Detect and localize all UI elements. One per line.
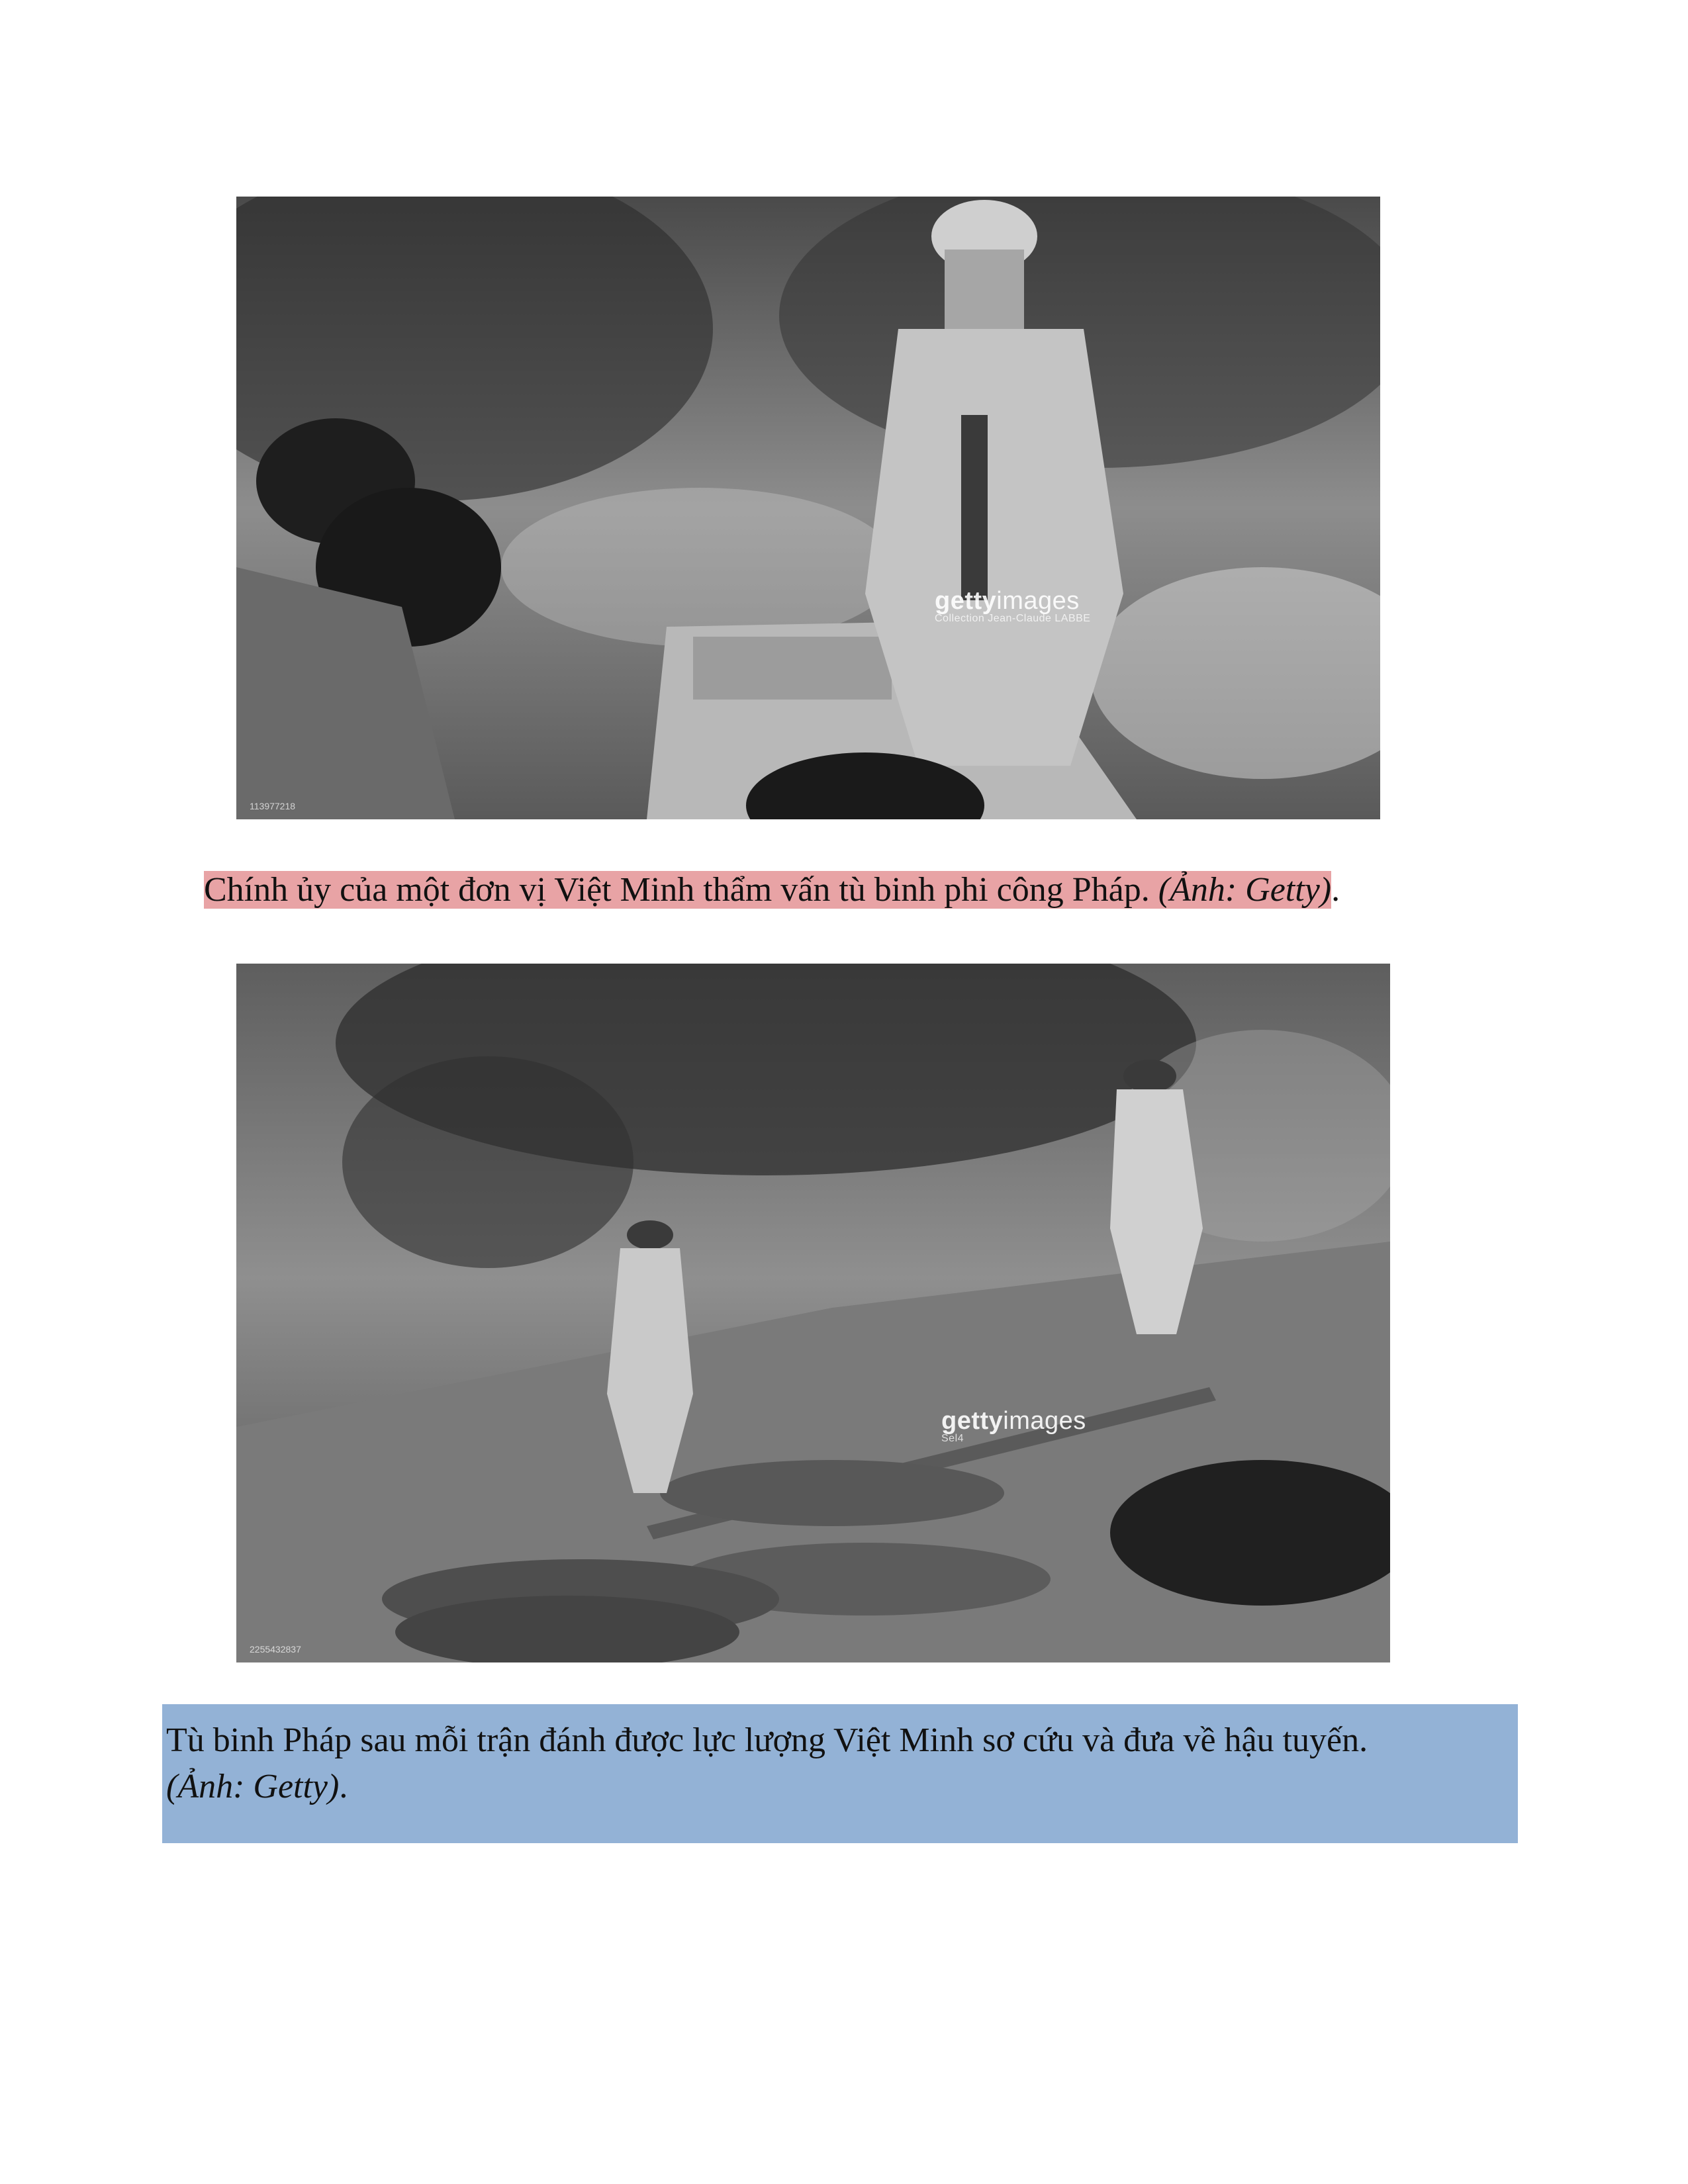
caption-prisoners [162, 1704, 1518, 1843]
interrogation-photo-image [236, 197, 1380, 819]
caption-interrogation [204, 867, 1340, 913]
battlefield-photo-image [236, 964, 1390, 1662]
caption-end: . [1331, 871, 1340, 909]
caption-text: Chính ủy của một đơn vị Việt Minh thẩm vấn tù binh phi công Pháp. [204, 871, 1150, 909]
photo-credit: (Ảnh: Getty) [1158, 871, 1332, 909]
caption-text: Tù binh Pháp sau mỗi trận đánh được lực lượng Việt Minh sơ cứu và đưa về hậu tuyến. [166, 1721, 1368, 1759]
caption-end: . [339, 1768, 348, 1806]
interrogation-photo [236, 197, 1380, 819]
battlefield-photo [236, 964, 1390, 1662]
photo-id: 113977218 [250, 801, 296, 811]
caption-highlight [204, 871, 1331, 909]
getty-watermark: gettyimages Sel4 [941, 1407, 1086, 1444]
photo-id: 2255432837 [250, 1644, 301, 1655]
getty-watermark: gettyimages Collection Jean-Claude LABBE [935, 587, 1091, 624]
photo-credit: (Ảnh: Getty) [166, 1768, 340, 1806]
